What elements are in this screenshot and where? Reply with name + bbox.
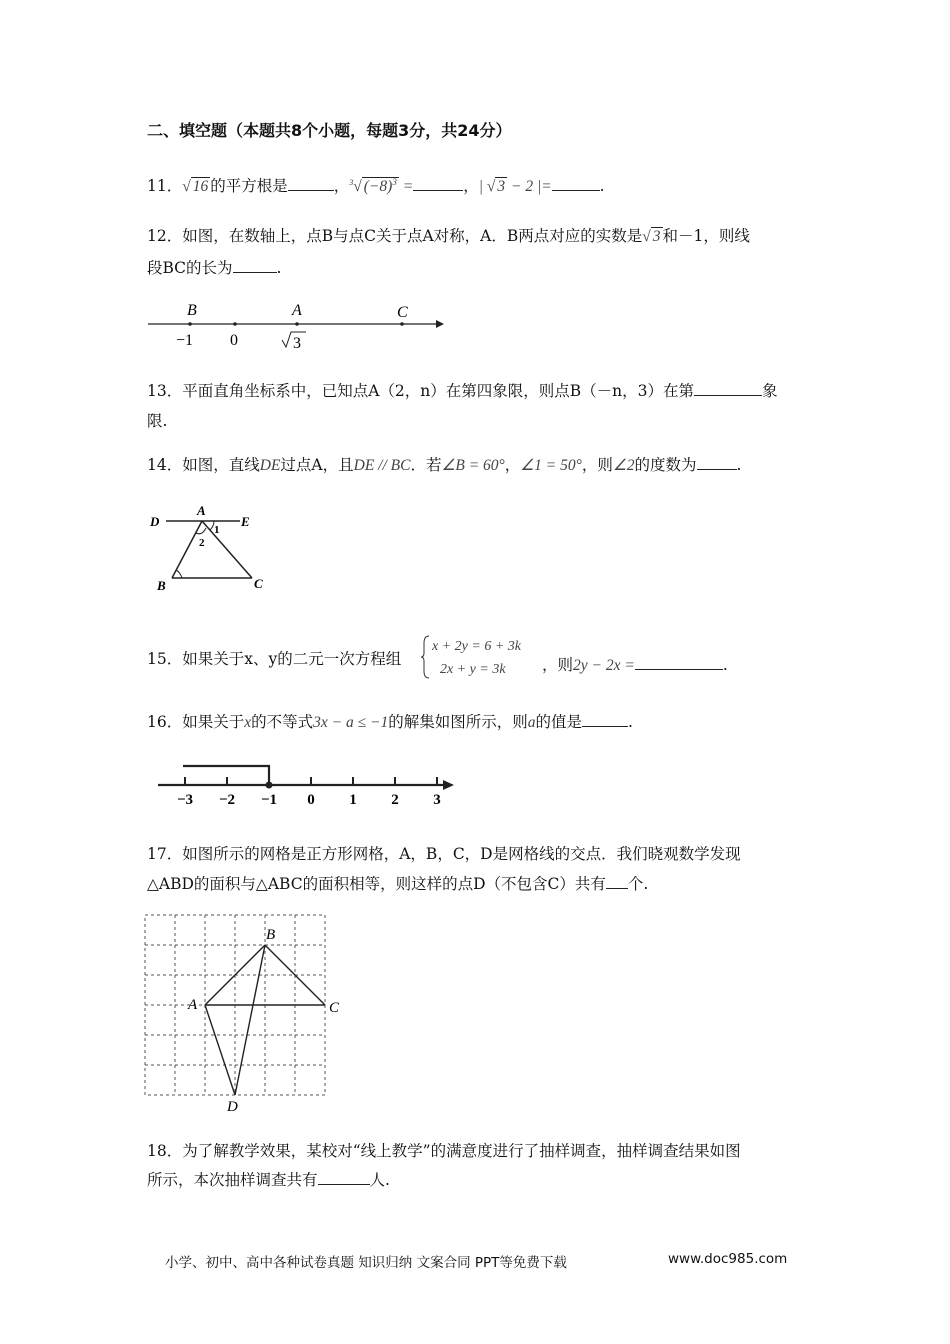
question-17-line1: 17．如图所示的网格是正方形网格，A，B，C，D是网格线的交点．我们晓观数学发现: [147, 845, 741, 863]
q11-blank-1[interactable]: [288, 176, 334, 191]
svg-text:2: 2: [199, 537, 205, 549]
q12-blank[interactable]: [233, 258, 277, 273]
tick-label: −3: [176, 792, 194, 808]
footer-url[interactable]: www.doc985.com: [668, 1251, 788, 1267]
svg-text:C: C: [329, 1000, 340, 1016]
svg-text:D: D: [227, 1099, 238, 1115]
tick-label: 3: [433, 792, 441, 808]
svg-text:D: D: [150, 514, 160, 529]
q16-blank[interactable]: [582, 712, 628, 727]
q15-blank[interactable]: [635, 655, 723, 670]
svg-text:1: 1: [214, 524, 220, 536]
q11-cuberoot: $^3$√ $(-8)^3$ =: [349, 177, 414, 196]
question-12-line2: 段BC的长为 .: [147, 259, 282, 277]
q13-blank[interactable]: [694, 381, 762, 396]
svg-text:A: A: [188, 997, 198, 1013]
tick-label: −2: [218, 792, 236, 808]
tick-label: 1: [349, 792, 357, 808]
label-zero: 0: [230, 332, 238, 349]
svg-text:B: B: [157, 578, 166, 593]
label-A: A: [292, 302, 302, 319]
section-title: 二、填空题（本题共8个小题，每题3分，共24分）: [147, 121, 512, 140]
q17-grid-figure: [140, 910, 355, 1115]
question-18-line2: 所示，本次抽样调查共有 人.: [147, 1171, 390, 1189]
arrow-icon: [443, 780, 454, 790]
q11-blank-2[interactable]: [413, 176, 463, 191]
svg-text:B: B: [266, 927, 276, 943]
question-16: 16．如果关于x的不等式3x − a ≤ −1的解集如图所示，则a的值是 .: [147, 713, 633, 731]
q11-number: 11．: [147, 177, 183, 196]
question-18-line1: 18．为了解教学效果，某校对“线上教学”的满意度进行了抽样调查，抽样调查结果如图: [147, 1142, 741, 1160]
question-13-line1: 13．平面直角坐标系中，已知点A（2，n）在第四象限，则点B（－n，3）在第 象: [147, 382, 778, 400]
tick-label: 0: [307, 792, 315, 808]
label-B: B: [187, 302, 197, 319]
question-15: 15．如果关于x、y的二元一次方程组: [147, 650, 402, 668]
question-15-tail: ，则2y − 2x = .: [542, 656, 728, 674]
question-14: 14．如图，直线DE过点A，且DE // BC．若∠B = 60°，∠1 = 50°，则∠2的度数为 .: [147, 456, 742, 474]
label-neg1: −1: [176, 332, 194, 349]
svg-text:C: C: [254, 576, 263, 591]
q11-sqrt16: √ 16: [182, 178, 209, 196]
arrow-icon: [436, 320, 444, 328]
q14-triangle-figure: [148, 500, 278, 596]
label-sqrt3: 3: [293, 335, 301, 352]
question-13-line2: 限.: [147, 412, 168, 430]
q11-blank-3[interactable]: [552, 176, 600, 191]
question-17-line2: △ABD的面积与△ABC的面积相等，则这样的点D（不包含C）共有 个.: [147, 875, 649, 893]
svg-text:x + 2y = 6 + 3k: x + 2y = 6 + 3k: [432, 639, 521, 654]
tick-label: −1: [260, 792, 278, 808]
q17-blank[interactable]: [606, 874, 628, 889]
footer-text: 小学、初中、高中各种试卷真题 知识归纳 文案合同 PPT等免费下载: [165, 1255, 567, 1271]
svg-text:2x + y = 3k: 2x + y = 3k: [440, 662, 506, 677]
question-12-line1: 12．如图，在数轴上，点B与点C关于点A对称，A．B两点对应的实数是√ 3 和－1，则线: [147, 227, 750, 245]
question-11: 11．√ 16 的平方根是 ，$^3$√ $(-8)^3$ = ，| √ 3 − 2 |= .: [147, 177, 605, 196]
label-C: C: [397, 304, 408, 321]
q16-ticks: [177, 777, 441, 808]
tick-label: 2: [391, 792, 399, 808]
q16-inequality-number-line: [150, 757, 460, 809]
q18-blank[interactable]: [318, 1170, 370, 1185]
q15-equation-system: [420, 633, 540, 681]
q11-abs: | √ 3 − 2 |=: [478, 178, 552, 196]
svg-text:E: E: [241, 514, 250, 529]
q11-text: 的平方根是: [210, 177, 288, 196]
svg-text:A: A: [197, 503, 206, 518]
q14-blank[interactable]: [697, 455, 737, 470]
q12-number-line-figure: [140, 295, 460, 357]
